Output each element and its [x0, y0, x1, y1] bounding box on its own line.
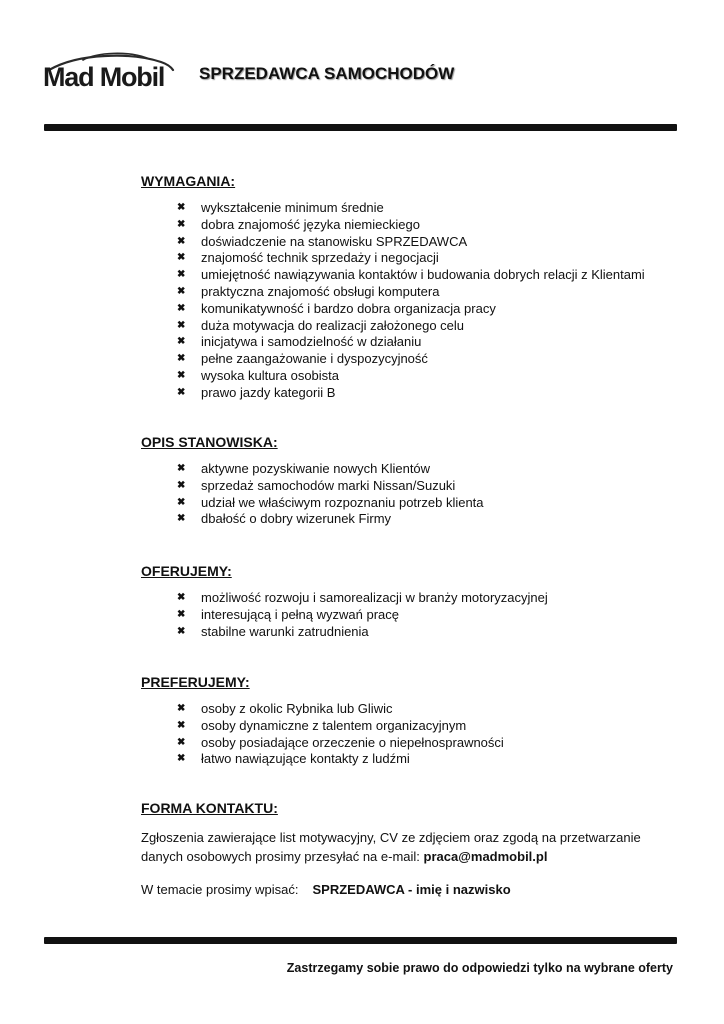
list-item: [141, 200, 681, 217]
cross-bullet-icon: ✖: [177, 269, 186, 281]
cross-bullet-icon: ✖: [177, 369, 186, 381]
preferences-list: [141, 701, 681, 768]
cross-bullet-icon: ✖: [177, 513, 186, 525]
list-item: [141, 511, 681, 528]
list-item-text: dbałość o dobry wizerunek Firmy: [201, 511, 392, 527]
top-divider: [44, 124, 677, 131]
list-item: [141, 495, 681, 512]
cross-bullet-icon: ✖: [177, 235, 186, 247]
cross-bullet-icon: ✖: [177, 202, 186, 213]
offer-section: [141, 562, 681, 640]
list-item-text: łatwo nawiązujące kontakty z ludźmi: [201, 751, 410, 767]
list-item: [141, 284, 681, 301]
list-item: [141, 318, 681, 335]
cross-bullet-icon: ✖: [177, 496, 186, 508]
document-title: SPRZEDAWCA SAMOCHODÓW: [199, 64, 455, 83]
list-item: [141, 607, 681, 624]
list-item: [141, 250, 681, 267]
list-item-text: aktywne pozyskiwanie nowych Klientów: [201, 461, 431, 476]
contact-section: [141, 799, 681, 899]
list-item: [141, 368, 681, 385]
cross-bullet-icon: ✖: [177, 336, 186, 348]
cross-bullet-icon: ✖: [177, 463, 186, 474]
list-item-text: wykształcenie minimum średnie: [201, 200, 384, 215]
list-item: [141, 217, 681, 234]
section-heading: FORMA KONTAKTU:: [141, 800, 278, 816]
list-item-text: możliwość rozwoju i samorealizacji w branży motoryzacyjnej: [201, 590, 548, 605]
list-item: [141, 267, 681, 284]
list-item: [141, 334, 681, 351]
logo-wordmark: Mad Mobil: [43, 62, 165, 92]
requirements-section: [141, 172, 681, 402]
list-item-text: osoby z okolic Rybnika lub Gliwic: [201, 701, 393, 716]
cross-bullet-icon: ✖: [177, 252, 186, 264]
contact-paragraph: [141, 829, 681, 866]
list-item-text: prawo jazdy kategorii B: [201, 384, 336, 400]
list-item-text: sprzedaż samochodów marki Nissan/Suzuki: [201, 477, 456, 493]
list-item: [141, 701, 681, 718]
contact-text: Zgłoszenia zawierające list motywacyjny, CV ze zdjęciem oraz zgodą na przetwarzanie danych osobowych prosimy przesyłać na e-mail:: [141, 830, 641, 864]
cross-bullet-icon: ✖: [177, 319, 186, 331]
list-item: [141, 461, 681, 478]
list-item-text: udział we właściwym rozpoznaniu potrzeb klienta: [201, 494, 484, 510]
section-heading: PREFERUJEMY:: [141, 674, 250, 690]
section-heading: OFERUJEMY:: [141, 563, 232, 579]
cross-bullet-icon: ✖: [177, 479, 186, 491]
cross-bullet-icon: ✖: [177, 719, 186, 731]
cross-bullet-icon: ✖: [177, 736, 186, 748]
cross-bullet-icon: ✖: [177, 218, 186, 230]
cross-bullet-icon: ✖: [177, 386, 186, 398]
cross-bullet-icon: ✖: [177, 625, 186, 637]
contact-email: praca@madmobil.pl: [423, 848, 548, 864]
list-item-text: duża motywacja do realizacji założonego celu: [201, 317, 465, 333]
list-item-text: osoby dynamiczne z talentem organizacyjnym: [201, 717, 467, 733]
cross-bullet-icon: ✖: [177, 592, 186, 603]
list-item-text: doświadczenie na stanowisku SPRZEDAWCA: [201, 233, 468, 249]
cross-bullet-icon: ✖: [177, 302, 186, 314]
list-item: [141, 478, 681, 495]
list-item: [141, 590, 681, 607]
list-item-text: umiejętność nawiązywania kontaktów i budowania dobrych relacji z Klientami: [201, 267, 645, 283]
list-item: [141, 351, 681, 368]
requirements-list: [141, 200, 681, 402]
list-item: [141, 301, 681, 318]
page-header: [40, 42, 680, 102]
list-item: [141, 751, 681, 768]
subject-label: W temacie prosimy wpisać:: [141, 882, 299, 897]
cross-bullet-icon: ✖: [177, 353, 186, 365]
list-item-text: osoby posiadające orzeczenie o niepełnosprawności: [201, 734, 504, 750]
list-item-text: inicjatywa i samodzielność w działaniu: [201, 334, 422, 350]
section-heading: OPIS STANOWISKA:: [141, 434, 278, 450]
list-item-text: stabilne warunki zatrudnienia: [201, 623, 369, 639]
list-item: [141, 624, 681, 641]
list-item-text: komunikatywność i bardzo dobra organizacja pracy: [201, 300, 496, 316]
list-item-text: znajomość technik sprzedaży i negocjacji: [201, 250, 439, 266]
subject-line: [141, 881, 681, 899]
list-item: [141, 234, 681, 251]
list-item: [141, 735, 681, 752]
job-description-section: [141, 433, 681, 528]
cross-bullet-icon: ✖: [177, 285, 186, 297]
bottom-divider: [44, 937, 677, 944]
list-item-text: praktyczna znajomość obsługi komputera: [201, 283, 440, 299]
list-item-text: wysoka kultura osobista: [201, 367, 340, 383]
cross-bullet-icon: ✖: [177, 608, 186, 620]
list-item: [141, 718, 681, 735]
subject-value: SPRZEDAWCA - imię i nazwisko: [312, 882, 511, 897]
list-item-text: pełne zaangażowanie i dyspozycyjność: [201, 351, 428, 367]
list-item-text: dobra znajomość języka niemieckiego: [201, 216, 420, 232]
company-logo: [43, 48, 178, 100]
preferences-section: [141, 673, 681, 768]
list-item-text: interesującą i pełną wyzwań pracę: [201, 606, 399, 622]
cross-bullet-icon: ✖: [177, 703, 186, 714]
section-heading: WYMAGANIA:: [141, 173, 236, 189]
footer-note: Zastrzegamy sobie prawo do odpowiedzi tylko na wybrane oferty: [286, 961, 673, 975]
job-description-list: [141, 461, 681, 528]
offer-list: [141, 590, 681, 640]
cross-bullet-icon: ✖: [177, 753, 186, 765]
list-item: [141, 385, 681, 402]
